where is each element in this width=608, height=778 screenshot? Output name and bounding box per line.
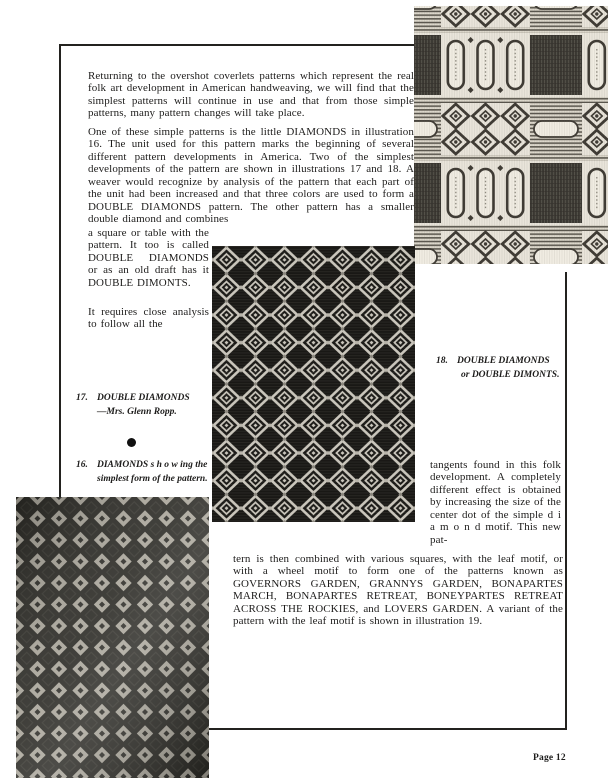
caption-18-number: 18. — [436, 356, 448, 366]
paragraph-diamonds-wide: One of these simple patterns is the little DIAMONDS in illustration 16. The unit used for this pattern marks the beginning of several different pattern developments in America. Two of the simplest developments of the pattern are shown in illustrations 17 and 18. A weaver would recognize by analysis of the pattern that each part of the unit had been increased and that three colors are used to form a DOUBLE DIAMONDS pattern. The other pattern has a smaller double diamond and combines — [88, 126, 414, 226]
paragraph-intro: Returning to the overshot coverlets patterns which represent the real folk art development in American handweaving, we will find that the simplest patterns will continue in use and that from those simple patterns, many pattern changes will take place. — [88, 70, 414, 120]
frame-rule-bottom — [209, 728, 567, 730]
paragraph-diamonds-wrap: a square or table with the pattern. It too is called DOUBLE DIAMONDS or as an old draft has it DOUBLE DIMONTS. — [88, 227, 209, 289]
caption-figure-18 — [436, 355, 576, 382]
page-number: Page 12 — [533, 753, 566, 763]
caption-17-number: 17. — [76, 393, 88, 403]
caption-16-number: 16. — [76, 460, 88, 470]
frame-rule-left — [59, 44, 61, 498]
paragraph-gardens: tern is then combined with various squares, with the leaf motif, or with a wheel motif to form one of the patterns known as GOVERNORS GARDEN, GRANNYS GARDEN, BONAPARTES MARCH, BONAPARTES RETREAT, BONEYPARTES RETREAT ACROSS THE ROCKIES, and LOVERS GARDEN. A variant of the pattern with the leaf motif is shown in illustration 19. — [233, 553, 563, 628]
figure-18-double-diamonds-swatch — [414, 6, 608, 264]
caption-figure-17 — [76, 392, 216, 419]
section-separator-dot — [127, 438, 136, 447]
caption-figure-16 — [76, 459, 212, 486]
woven-fabric-17-image — [212, 246, 415, 522]
caption-17-byline: —Mrs. Glenn Ropp. — [97, 406, 177, 417]
woven-fabric-18-image — [414, 6, 608, 264]
caption-18-line1: DOUBLE DIAMONDS — [457, 356, 550, 366]
frame-rule-top — [59, 44, 415, 46]
figure-17-double-diamonds-swatch — [212, 246, 415, 522]
caption-18-line2: or DOUBLE DIMONTS. — [461, 369, 560, 380]
paragraph-requires: It requires close analysis to follow all the — [88, 306, 209, 331]
column-tangents: tangents found in this folk development. A completely different effect is obtained by increasing the size of the center dot of the simple d i a m o n d motif. This new pat- — [430, 459, 561, 546]
caption-17-title: DOUBLE DIAMONDS — [97, 393, 190, 403]
woven-fabric-16-image — [16, 497, 209, 778]
frame-rule-right — [565, 272, 567, 729]
caption-16-text: DIAMONDS s h o w ing the simplest form of the pattern. — [97, 460, 208, 484]
figure-16-diamonds-swatch — [16, 497, 209, 778]
